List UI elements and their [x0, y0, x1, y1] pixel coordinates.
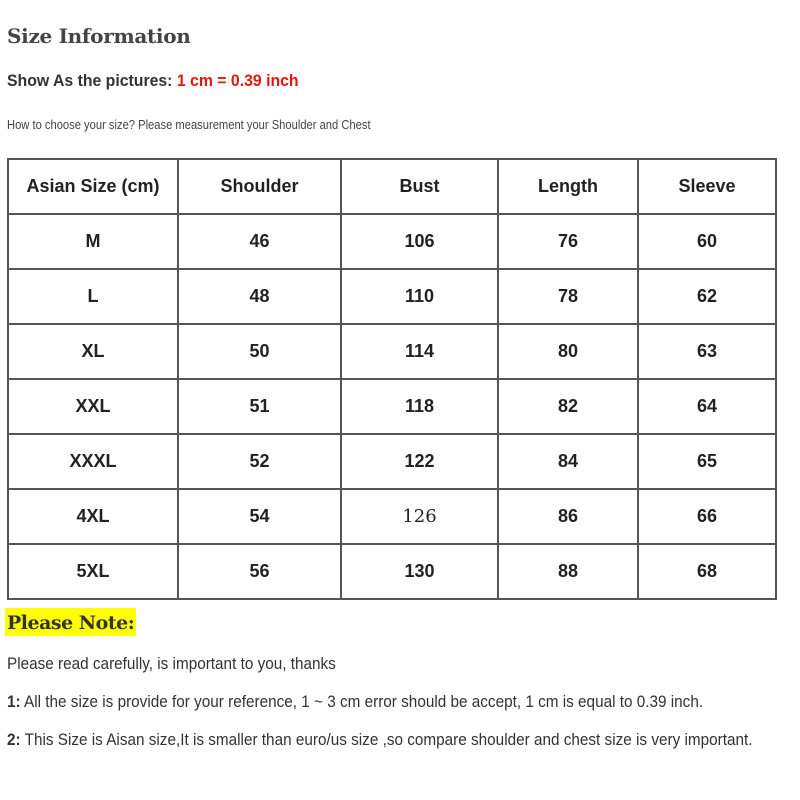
table-row	[8, 324, 776, 379]
column-header-sleeve: Sleeve	[638, 159, 776, 214]
shoulder-cell: 48	[178, 269, 341, 324]
table-row	[8, 434, 776, 489]
length-cell: 80	[498, 324, 638, 379]
note-item-number: 2:	[7, 730, 21, 749]
show-prefix: Show As the pictures:	[7, 71, 173, 90]
bust-cell: 114	[341, 324, 498, 379]
sleeve-cell: 63	[638, 324, 776, 379]
length-cell: 84	[498, 434, 638, 489]
howto-text: How to choose your size? Please measurement your Shoulder and Chest	[7, 117, 371, 132]
column-header-size: Asian Size (cm)	[8, 159, 178, 214]
unit-conversion-line	[7, 71, 299, 91]
sleeve-cell: 60	[638, 214, 776, 269]
length-cell: 78	[498, 269, 638, 324]
note-item-2	[7, 730, 753, 750]
size-cell: 4XL	[8, 489, 178, 544]
table-row	[8, 544, 776, 599]
size-cell: L	[8, 269, 178, 324]
sleeve-cell: 62	[638, 269, 776, 324]
shoulder-cell: 54	[178, 489, 341, 544]
note-intro: Please read carefully, is important to you, thanks	[7, 654, 336, 673]
note-item-text: All the size is provide for your reference, 1 ~ 3 cm error should be accept, 1 cm is equal to 0.39 inch.	[24, 692, 704, 711]
size-cell: XXL	[8, 379, 178, 434]
table-row	[8, 489, 776, 544]
column-header-length: Length	[498, 159, 638, 214]
bust-cell: 122	[341, 434, 498, 489]
bust-cell: 106	[341, 214, 498, 269]
conversion-value: 1 cm = 0.39 inch	[176, 71, 299, 90]
bust-cell: 110	[341, 269, 498, 324]
shoulder-cell: 52	[178, 434, 341, 489]
bust-cell: 130	[341, 544, 498, 599]
size-table	[7, 158, 777, 600]
note-item-text: This Size is Aisan size,It is smaller than euro/us size ,so compare shoulder and chest size is very important.	[24, 730, 753, 749]
length-cell: 76	[498, 214, 638, 269]
bust-cell: 126	[341, 489, 498, 544]
note-item-number: 1:	[7, 692, 21, 711]
column-header-shoulder: Shoulder	[178, 159, 341, 214]
shoulder-cell: 50	[178, 324, 341, 379]
table-row	[8, 269, 776, 324]
length-cell: 88	[498, 544, 638, 599]
shoulder-cell: 56	[178, 544, 341, 599]
sleeve-cell: 68	[638, 544, 776, 599]
length-cell: 82	[498, 379, 638, 434]
shoulder-cell: 46	[178, 214, 341, 269]
sleeve-cell: 66	[638, 489, 776, 544]
size-cell: M	[8, 214, 178, 269]
table-header-row	[8, 159, 776, 214]
size-cell: 5XL	[8, 544, 178, 599]
bust-cell: 118	[341, 379, 498, 434]
note-title: Please Note:	[5, 608, 136, 636]
column-header-bust: Bust	[341, 159, 498, 214]
sleeve-cell: 64	[638, 379, 776, 434]
sleeve-cell: 65	[638, 434, 776, 489]
shoulder-cell: 51	[178, 379, 341, 434]
table-row	[8, 379, 776, 434]
table-row	[8, 214, 776, 269]
length-cell: 86	[498, 489, 638, 544]
size-cell: XXXL	[8, 434, 178, 489]
page-title: Size Information	[7, 24, 191, 48]
note-item-1	[7, 692, 703, 712]
size-cell: XL	[8, 324, 178, 379]
